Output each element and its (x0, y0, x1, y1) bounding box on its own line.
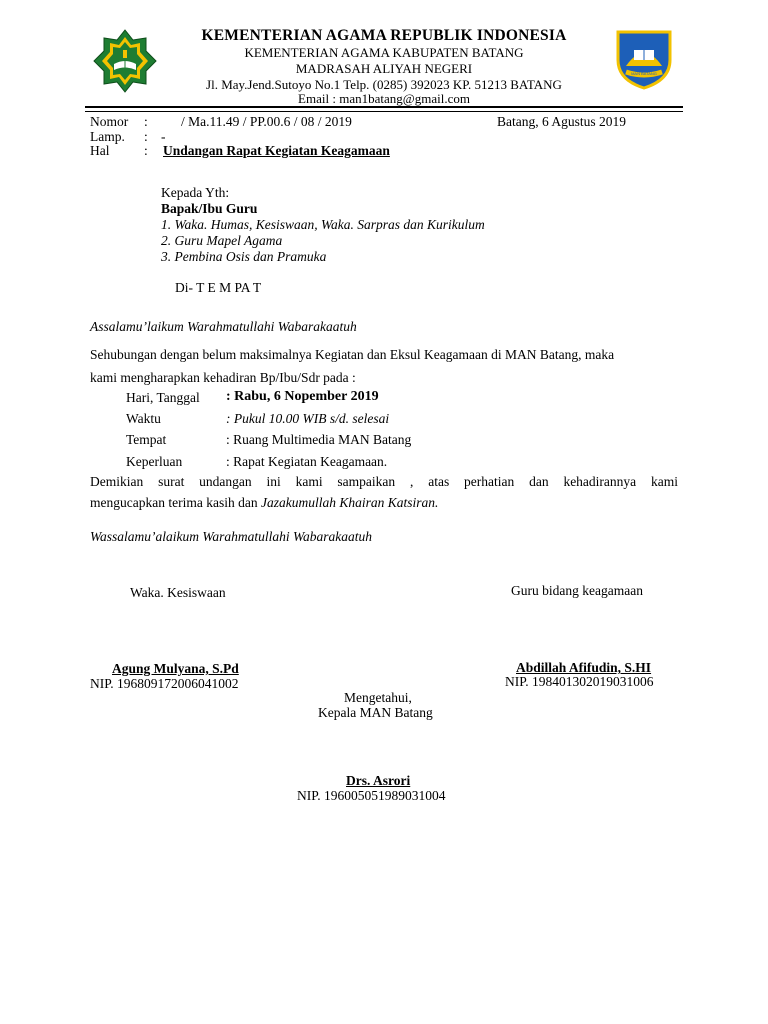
school-email: Email : man1batang@gmail.com (298, 91, 470, 106)
school-name: MADRASAH ALIYAH NEGERI (295, 61, 473, 76)
intro-line-2: kami mengharapkan kehadiran Bp/Ibu/Sdr pada : (90, 370, 356, 385)
recipient-item: 1. Waka. Humas, Kesiswaan, Waka. Sarpras dan Kurikulum (161, 217, 485, 232)
detail-label-purpose: Keperluan (126, 454, 183, 469)
acknowledgement: Mengetahui, (344, 690, 412, 705)
recipient-item: 2. Guru Mapel Agama (161, 233, 283, 248)
detail-value-time: : Pukul 10.00 WIB s/d. selesai (226, 411, 390, 426)
right-signer-name: Abdillah Afifudin, S.HI (516, 660, 652, 675)
hal-label: Hal (90, 143, 110, 158)
ministry-title: KEMENTERIAN AGAMA REPUBLIK INDONESIA (201, 27, 567, 44)
hal-value: Undangan Rapat Kegiatan Keagamaan (163, 143, 390, 158)
detail-value-purpose: : Rapat Kegiatan Keagamaan. (226, 454, 388, 469)
recipient-name: Bapak/Ibu Guru (161, 201, 258, 216)
closing-prayer: Jazakumullah Khairan Katsiran. (260, 495, 439, 510)
recipient-item: 3. Pembina Osis dan Pramuka (161, 249, 327, 264)
hal-colon: : (144, 143, 148, 158)
closing-line-1: Demikian surat undangan ini kami sampaikan , atas perhatian dan kehadirannya kami (90, 474, 678, 489)
left-signer-nip: NIP. 196809172006041002 (90, 676, 239, 691)
detail-label-time: Waktu (126, 411, 161, 426)
header-divider-thin (85, 111, 683, 112)
left-signer-role: Waka. Kesiswaan (130, 585, 226, 600)
right-signer-nip: NIP. 198401302019031006 (505, 674, 654, 689)
header-divider-thick (85, 106, 683, 108)
recipient-place: Di- T E M PA T (175, 280, 262, 295)
lamp-label: Lamp. (90, 129, 125, 144)
nomor-colon: : (144, 114, 148, 129)
detail-value-place: : Ruang Multimedia MAN Batang (226, 432, 412, 447)
place-date: Batang, 6 Agustus 2019 (497, 114, 627, 129)
nomor-value: / Ma.11.49 / PP.00.6 / 08 / 2019 (181, 114, 352, 129)
opening-salam: Assalamu’laikum Warahmatullahi Wabarakaatuh (90, 319, 357, 334)
school-address: Jl. May.Jend.Sutoyo No.1 Telp. (0285) 392023 KP. 51213 BATANG (206, 77, 562, 92)
head-name: Drs. Asrori (346, 773, 411, 788)
intro-line-1: Sehubungan dengan belum maksimalnya Kegiatan dan Eksul Keagamaan di MAN Batang, maka (90, 347, 615, 362)
lamp-value: - (161, 129, 166, 144)
lamp-colon: : (144, 129, 148, 144)
school-logo-text: MAN BATANG (631, 71, 657, 76)
detail-label-place: Tempat (126, 432, 167, 447)
head-nip: NIP. 196005051989031004 (297, 788, 446, 803)
detail-label-date: Hari, Tanggal (126, 390, 200, 405)
detail-value-date: : Rabu, 6 Nopember 2019 (226, 389, 379, 404)
right-signer-role: Guru bidang keagamaan (511, 583, 643, 598)
closing-salam: Wassalamu’alaikum Warahmatullahi Wabarakaatuh (90, 529, 373, 544)
nomor-label: Nomor (90, 114, 129, 129)
office-name: KEMENTERIAN AGAMA KABUPATEN BATANG (244, 45, 524, 60)
left-signer-name: Agung Mulyana, S.Pd (112, 661, 239, 676)
recipient-greeting: Kepada Yth: (161, 185, 230, 200)
head-role: Kepala MAN Batang (318, 705, 433, 720)
closing-thanks: mengucapkan terima kasih dan (90, 495, 261, 510)
closing-line-2 (90, 495, 438, 511)
